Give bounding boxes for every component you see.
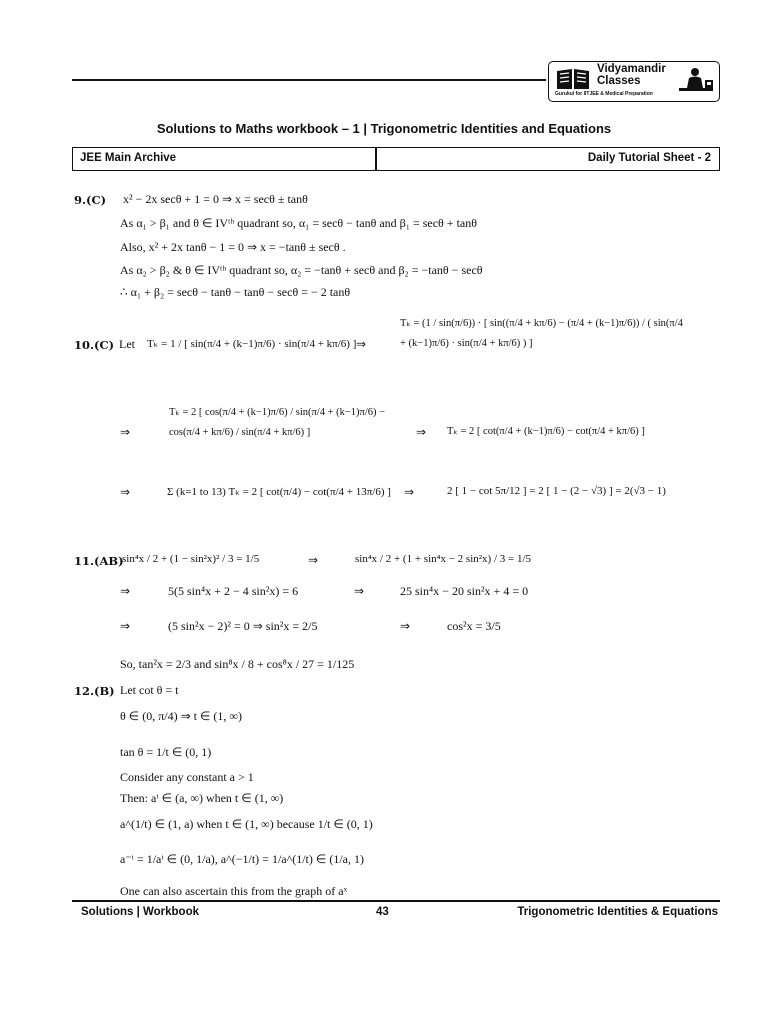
sheet-label: Daily Tutorial Sheet - 2	[587, 152, 711, 164]
footer-left: Solutions | Workbook	[81, 906, 200, 918]
archive-label: JEE Main Archive	[80, 152, 177, 164]
page-title: Solutions to Maths workbook – 1 | Trigonometric Identities and Equations	[156, 121, 612, 136]
q10-row1-right: Tₖ = (1 / sin(π/6)) · [ sin((π/4 + kπ/6) − (π/4 + (k−1)π/6)) / ( sin(π/4 + (k−1)π/6) · sin(π/4 + kπ/6) ) ]	[400, 318, 683, 349]
q10-implies-2: ⇒	[120, 425, 131, 439]
q11-row2-left: 5(5 sin⁴x + 2 − 4 sin²x) = 6	[168, 584, 299, 598]
footer-right: Trigonometric Identities & Equations	[517, 906, 718, 918]
q12-label: 12.(B)	[74, 684, 115, 698]
q10-row3-right: 2 [ 1 − cot 5π/12 ] = 2 [ 1 − (2 − √3) ] = 2(√3 − 1)	[447, 485, 666, 497]
q10-implies-1: ⇒	[356, 337, 367, 351]
q10-implies-3: ⇒	[416, 425, 427, 439]
q10-implies-4: ⇒	[120, 485, 131, 499]
footer-rule	[72, 900, 720, 902]
q10-implies-5: ⇒	[404, 485, 415, 499]
q12-line-5: Then: aᵗ ∈ (a, ∞) when t ∈ (1, ∞)	[120, 791, 284, 805]
q11-row3-right: cos²x = 3/5	[447, 619, 501, 633]
q11-row4: So, tan²x = 2/3 and sin⁸x / 8 + cos⁸x / 27 = 1/125	[120, 657, 355, 671]
q11-row1-left: sin⁴x / 2 + (1 − sin²x)² / 3 = 1/5	[122, 553, 260, 565]
books-icon	[555, 67, 591, 91]
q12-line-1: Let cot θ = t	[120, 683, 179, 697]
q10-row1-left: Tₖ = 1 / [ sin(π/4 + (k−1)π/6) · sin(π/4 + kπ/6) ]	[147, 338, 357, 350]
q9-equation: x² − 2x secθ + 1 = 0 ⇒ x = secθ ± tanθ	[123, 192, 308, 206]
q12-line-7: a⁻ᵗ = 1/aᵗ ∈ (0, 1/a), a^(−1/t) = 1/a^(1/t) ∈ (1/a, 1)	[120, 852, 364, 866]
student-figure-icon	[677, 66, 715, 96]
q10-let: Let	[119, 337, 135, 351]
q11-row3-left: (5 sin²x − 2)² = 0 ⇒ sin²x = 2/5	[168, 619, 318, 633]
page-number: 43	[376, 906, 389, 918]
logo	[548, 61, 720, 102]
q9-label: 9.(C)	[74, 193, 107, 207]
logo-tagline: Gurukul for IITJEE & Medical Preparation	[555, 91, 653, 97]
q10-row3-left: Σ (k=1 to 13) Tₖ = 2 [ cot(π/4) − cot(π/4 + 13π/6) ]	[167, 486, 391, 498]
header-rule	[72, 79, 546, 81]
q9-line-4: As α₂ > β₂ & θ ∈ IVᵗʰ quadrant so, α₂ = −tanθ + secθ and β₂ = −tanθ − secθ	[120, 263, 483, 277]
q12-line-2: θ ∈ (0, π/4) ⇒ t ∈ (1, ∞)	[120, 709, 242, 723]
q9-line-5: ∴ α₁ + β₂ = secθ − tanθ − tanθ − secθ = − 2 tanθ	[120, 285, 351, 299]
q11-row2-right: 25 sin⁴x − 20 sin²x + 4 = 0	[400, 584, 529, 598]
info-bar	[72, 147, 720, 171]
logo-name: Vidyamandir Classes	[597, 63, 666, 87]
q10-row2-right: Tₖ = 2 [ cot(π/4 + (k−1)π/6) − cot(π/4 + kπ/6) ]	[447, 426, 645, 437]
q11-implies-4: ⇒	[120, 619, 131, 633]
q11-label: 11.(AB)	[74, 554, 124, 568]
q10-row2-left: Tₖ = 2 [ cos(π/4 + (k−1)π/6) / sin(π/4 + (k−1)π/6) − cos(π/4 + kπ/6) / sin(π/4 + kπ/6) ]	[169, 407, 386, 438]
q11-row1-right: sin⁴x / 2 + (1 + sin⁴x − 2 sin²x) / 3 = 1/5	[355, 553, 532, 565]
q11-implies-3: ⇒	[354, 584, 365, 598]
q11-implies-2: ⇒	[120, 584, 131, 598]
q10-label: 10.(C)	[74, 338, 115, 352]
q11-implies-1: ⇒	[308, 553, 319, 567]
info-bar-divider	[375, 148, 377, 170]
q9-line-3: Also, x² + 2x tanθ − 1 = 0 ⇒ x = −tanθ ± secθ .	[120, 240, 346, 254]
q12-line-4: Consider any constant a > 1	[120, 770, 254, 784]
q12-line-3: tan θ = 1/t ∈ (0, 1)	[120, 745, 212, 759]
q12-line-6: a^(1/t) ∈ (1, a) when t ∈ (1, ∞) because 1/t ∈ (0, 1)	[120, 817, 373, 831]
q12-line-8: One can also ascertain this from the graph of aˣ	[120, 884, 348, 898]
q9-line-2: As α₁ > β₁ and θ ∈ IVᵗʰ quadrant so, α₁ = secθ − tanθ and β₁ = secθ + tanθ	[120, 216, 477, 230]
q11-implies-5: ⇒	[400, 619, 411, 633]
